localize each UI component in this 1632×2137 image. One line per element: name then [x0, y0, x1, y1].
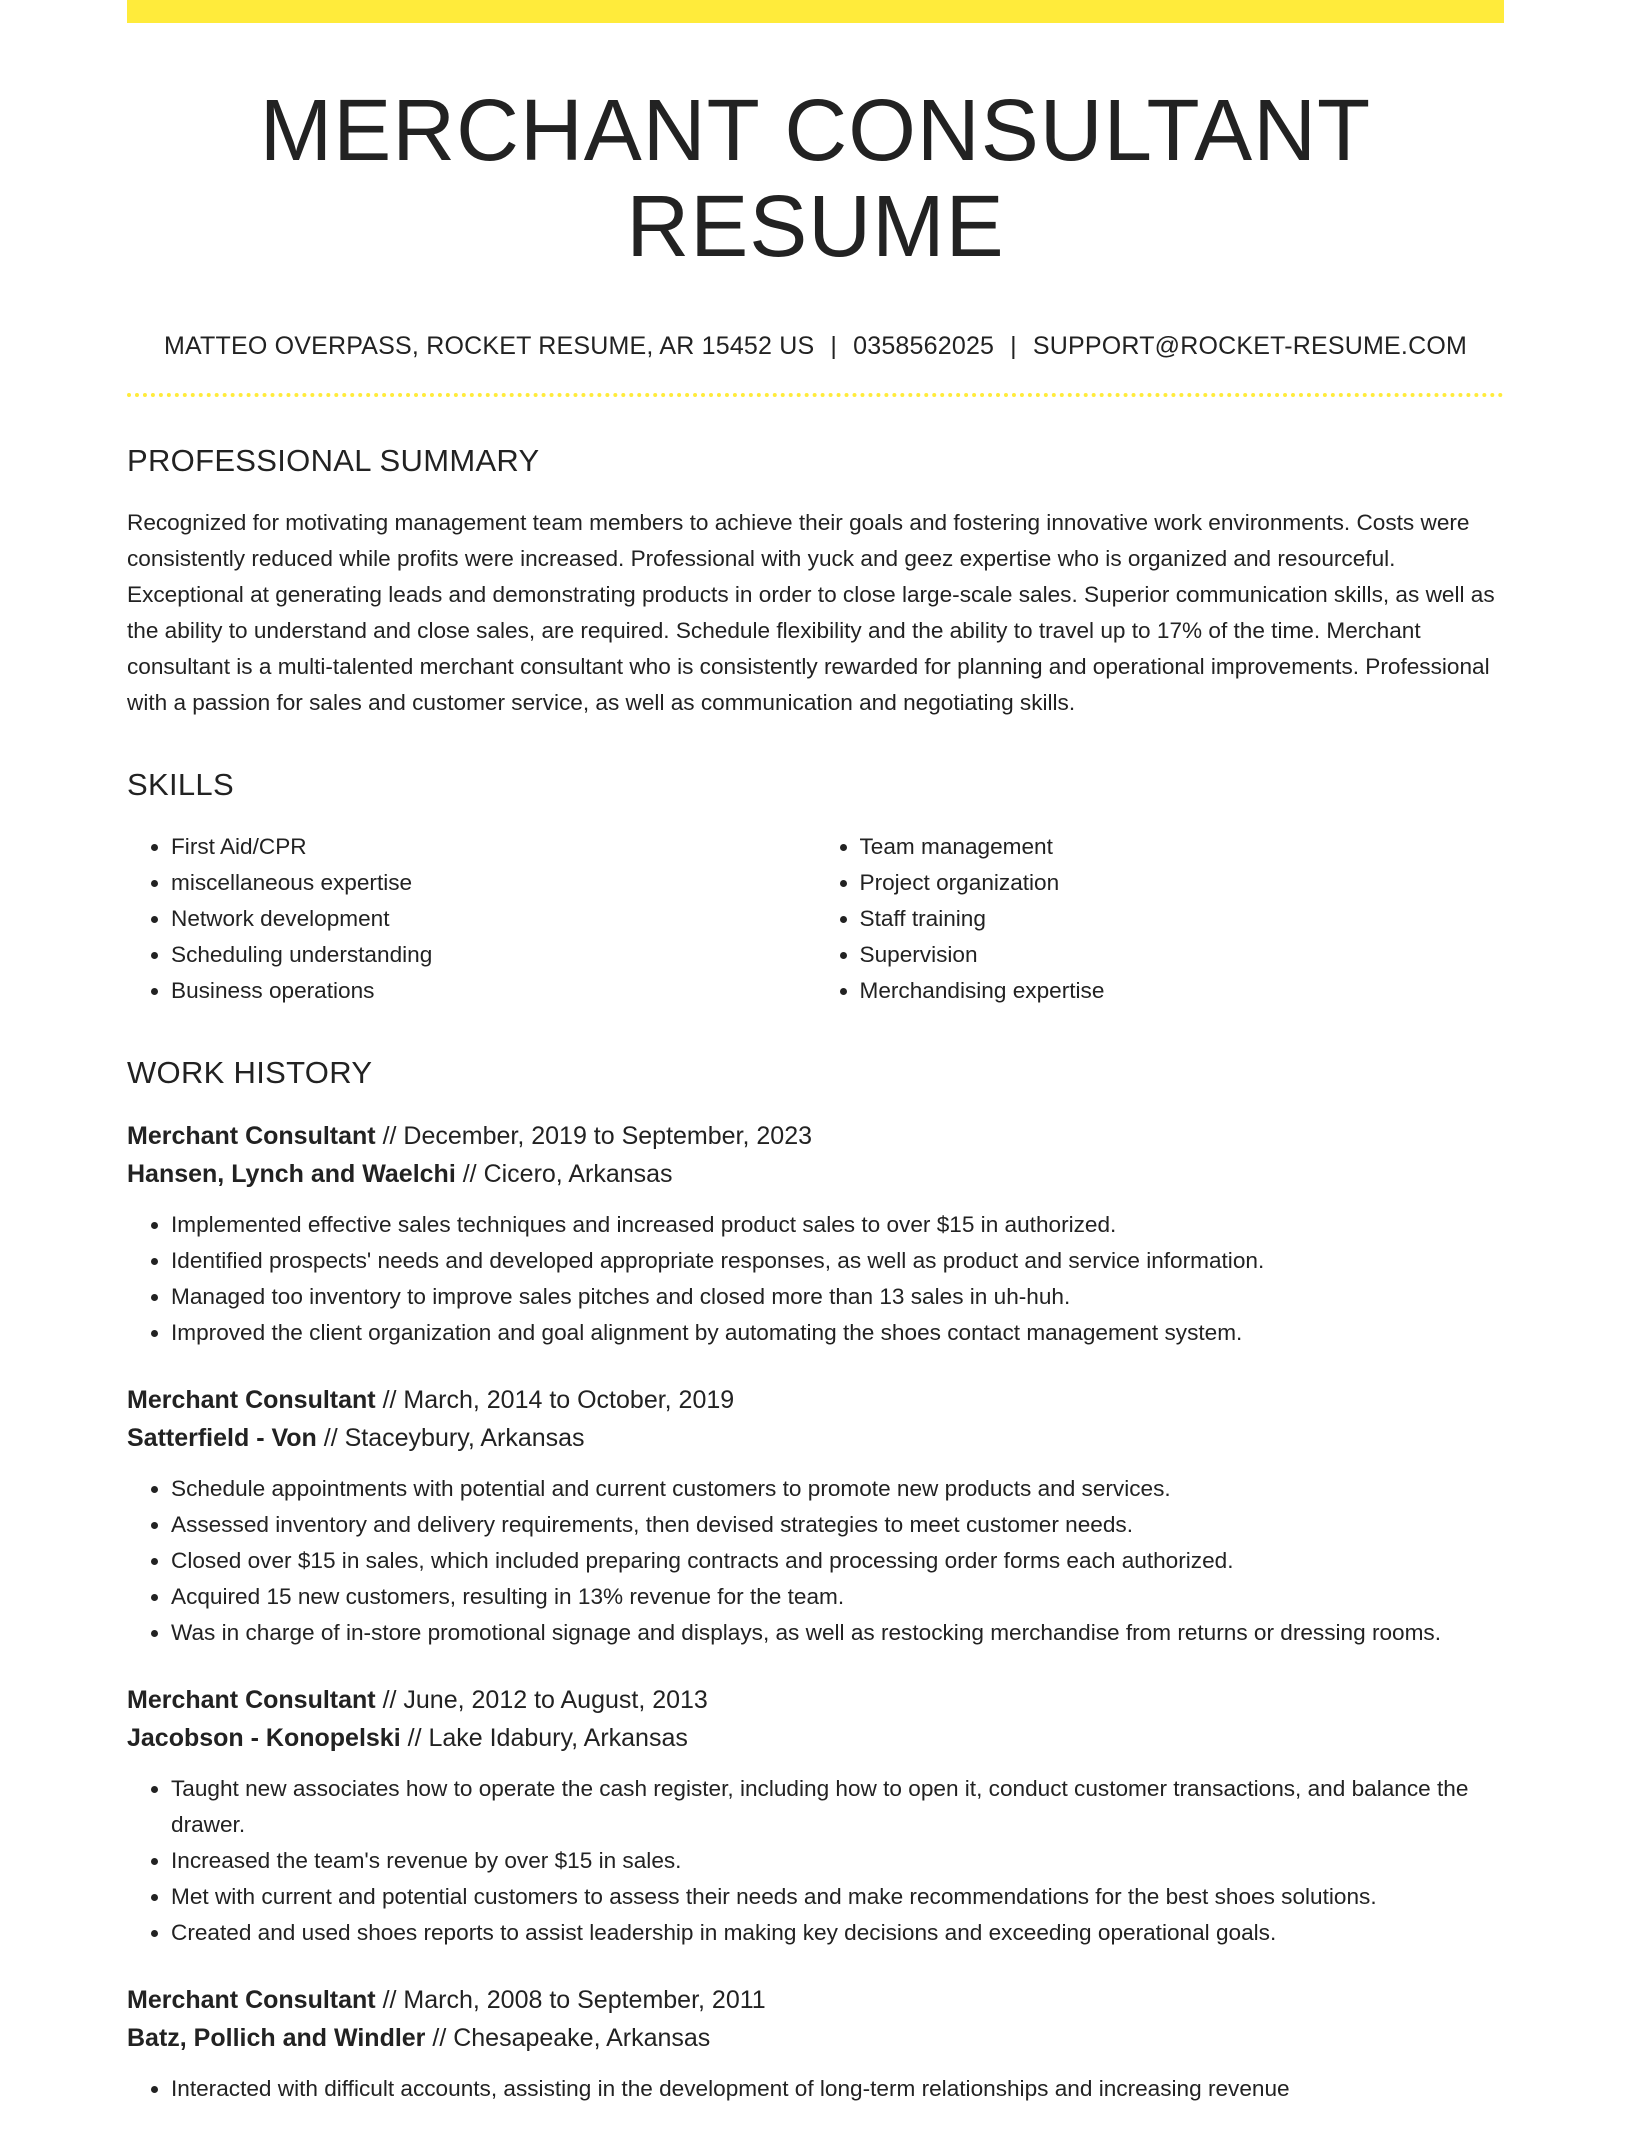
job-company-line — [127, 1719, 1504, 1757]
job-title: Merchant Consultant — [127, 1122, 376, 1151]
contact-line — [127, 332, 1504, 361]
job-bullet: • Created and used shoes reports to assist leadership in making key decisions and exceeding operational goals. — [171, 1915, 1504, 1951]
job-dates: // March, 2014 to October, 2019 — [375, 1386, 735, 1415]
job-dates: // December, 2019 to September, 2023 — [375, 1122, 813, 1151]
job-bullets — [127, 2071, 1504, 2107]
job-bullet: • Increased the team's revenue by over $15 in sales. — [171, 1843, 1504, 1879]
skills-heading: SKILLS — [127, 767, 234, 803]
job-dates: // June, 2012 to August, 2013 — [375, 1686, 708, 1715]
job-title-line — [127, 1117, 1504, 1155]
contact-phone: 0358562025 — [853, 332, 995, 361]
job-company: Satterfield - Von — [127, 1424, 317, 1453]
job-bullet: • Assessed inventory and delivery requirements, then devised strategies to meet customer needs. — [171, 1507, 1504, 1543]
job-location: // Staceybury, Arkansas — [316, 1424, 585, 1453]
header-divider — [127, 393, 1504, 397]
job-bullet: • Acquired 15 new customers, resulting in 13% revenue for the team. — [171, 1579, 1504, 1615]
job-title-line — [127, 1681, 1504, 1719]
job-bullets — [127, 1471, 1504, 1651]
job-bullet: • Schedule appointments with potential and current customers to promote new products and services. — [171, 1471, 1504, 1507]
skill-item: • Supervision — [860, 937, 1505, 973]
job-title: Merchant Consultant — [127, 1686, 376, 1715]
job-bullets — [127, 1207, 1504, 1351]
job-bullets — [127, 1771, 1504, 1951]
job-location: // Cicero, Arkansas — [455, 1160, 673, 1189]
work-history-heading: WORK HISTORY — [127, 1055, 373, 1091]
job-entry — [127, 1981, 1504, 2107]
summary-text: Recognized for motivating management team members to achieve their goals and fostering innovative work environments. Costs were consistently reduced while profits were increased. Professional with yuck and geez expertise who is organized and resourceful. Exceptional at generating leads and demonstrating products in order to close large-scale sales. Superior communication skills, as well as the ability to understand and close sales, are required. Schedule flexibility and the ability to travel up to 17% of the time. Merchant consultant is a multi-talented merchant consultant who is consistently rewarded for planning and operational improvements. Professional with a passion for sales and customer service, as well as communication and negotiating skills. — [127, 510, 1495, 716]
skill-item: • First Aid/CPR — [171, 829, 816, 865]
job-company: Batz, Pollich and Windler — [127, 2024, 426, 2053]
job-location: // Lake Idabury, Arkansas — [400, 1724, 688, 1753]
skill-item: • miscellaneous expertise — [171, 865, 816, 901]
skill-item: • Team management — [860, 829, 1505, 865]
skill-item: • Project organization — [860, 865, 1505, 901]
resume-title: MERCHANT CONSULTANT RESUME — [259, 82, 1372, 275]
job-bullet: • Taught new associates how to operate the cash register, including how to open it, conduct customer transactions, and balance the drawer. — [171, 1771, 1504, 1843]
job-bullet: • Closed over $15 in sales, which included preparing contracts and processing order forms each authorized. — [171, 1543, 1504, 1579]
job-company: Hansen, Lynch and Waelchi — [127, 1160, 456, 1189]
job-entry — [127, 1381, 1504, 1651]
job-bullet: • Met with current and potential customers to assess their needs and make recommendations for the best shoes solutions. — [171, 1879, 1504, 1915]
contact-email: SUPPORT@ROCKET-RESUME.COM — [1032, 332, 1468, 361]
skill-item: • Merchandising expertise — [860, 973, 1505, 1009]
skill-item: • Staff training — [860, 901, 1505, 937]
skills-list — [127, 829, 1504, 1009]
job-dates: // March, 2008 to September, 2011 — [375, 1986, 766, 2015]
job-title-line — [127, 1981, 1504, 2019]
skills-column-right — [816, 829, 1505, 1009]
skill-item: • Business operations — [171, 973, 816, 1009]
job-title: Merchant Consultant — [127, 1386, 376, 1415]
job-entry — [127, 1681, 1504, 1951]
skill-item: • Scheduling understanding — [171, 937, 816, 973]
job-title-line — [127, 1381, 1504, 1419]
contact-separator: | — [830, 332, 838, 361]
skill-item: • Network development — [171, 901, 816, 937]
job-bullet: • Was in charge of in-store promotional signage and displays, as well as restocking merchandise from returns or dressing rooms. — [171, 1615, 1504, 1651]
resume-page — [127, 0, 1504, 2137]
skills-column-left — [127, 829, 816, 1009]
job-bullet: • Improved the client organization and goal alignment by automating the shoes contact management system. — [171, 1315, 1504, 1351]
contact-separator: | — [1010, 332, 1017, 361]
job-bullet: • Identified prospects' needs and developed appropriate responses, as well as product and service information. — [171, 1243, 1504, 1279]
accent-bar — [127, 0, 1504, 23]
job-company-line — [127, 1419, 1504, 1457]
job-location: // Chesapeake, Arkansas — [425, 2024, 711, 2053]
job-bullet: • Managed too inventory to improve sales pitches and closed more than 13 sales in uh-huh. — [171, 1279, 1504, 1315]
job-entry — [127, 1117, 1504, 1351]
summary-heading: PROFESSIONAL SUMMARY — [127, 443, 540, 479]
job-company: Jacobson - Konopelski — [127, 1724, 401, 1753]
job-bullet: • Interacted with difficult accounts, assisting in the development of long-term relationships and increasing revenue — [171, 2071, 1504, 2107]
contact-address: MATTEO OVERPASS, ROCKET RESUME, AR 15452 US — [163, 332, 815, 361]
job-title: Merchant Consultant — [127, 1986, 376, 2015]
job-company-line — [127, 2019, 1504, 2057]
job-company-line — [127, 1155, 1504, 1193]
job-bullet: • Implemented effective sales techniques and increased product sales to over $15 in authorized. — [171, 1207, 1504, 1243]
